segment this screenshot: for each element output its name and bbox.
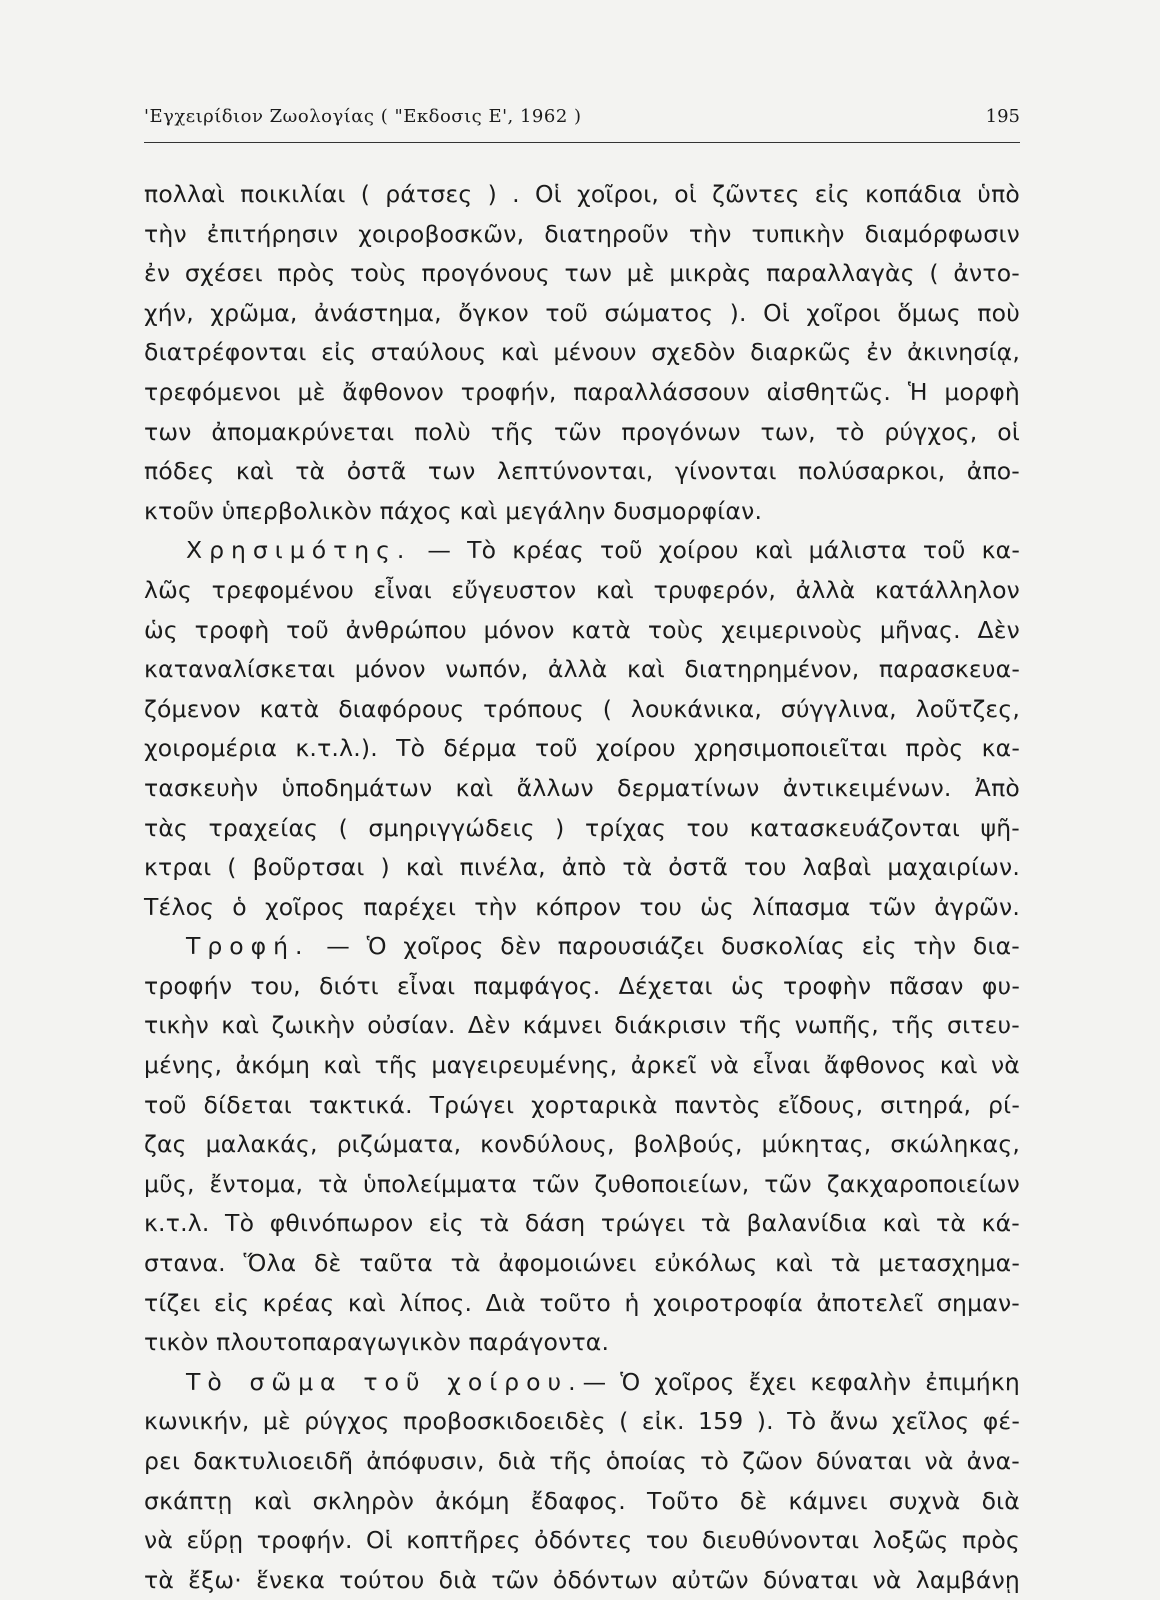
text-line: Τέλος ὁ χοῖρος παρέχει τὴν κόπρον του ὡς λίπασμα τῶν ἀγρῶν.: [144, 892, 1020, 921]
text-line: χοιρομέρια κ.τ.λ.). Τὸ δέρμα τοῦ χοίρου χρησιμοποιεῖται πρὸς κα-: [144, 734, 1020, 763]
text-line: τρεφόμενοι μὲ ἄφθονον τροφήν, παραλλάσσουν αἰσθητῶς. Ἡ μορφὴ: [144, 377, 1020, 406]
text-line: στανα. Ὅλα δὲ ταῦτα τὰ ἀφομοιώνει εὐκόλως καὶ τὰ μετασχημα-: [144, 1249, 1020, 1278]
section-heading-line: Τὸ σῶμα τοῦ χοίρου.— Ὁ χοῖρος ἔχει κεφαλὴν ἐπιμήκη: [186, 1367, 1021, 1396]
text-line: των ἀπομακρύνεται πολὺ τῆς τῶν προγόνων των, τὸ ρύγχος, οἱ: [144, 417, 1020, 446]
text-line: κτοῦν ὑπερβολικὸν πάχος καὶ μεγάλην δυσμορφίαν.: [144, 496, 763, 525]
text-line: καταναλίσκεται μόνον νωπόν, ἀλλὰ καὶ διατηρημένον, παρασκευα-: [144, 655, 1020, 684]
text-line: κ.τ.λ. Τὸ φθινόπωρον εἰς τὰ δάση τρώγει τὰ βαλανίδια καὶ τὰ κά-: [144, 1209, 1020, 1238]
text-line: τικὴν καὶ ζωικὴν οὐσίαν. Δὲν κάμνει διάκρισιν τῆς νωπῆς, τῆς σιτευ-: [144, 1011, 1020, 1040]
text-line: κωνικήν, μὲ ρύγχος προβοσκιδοειδὲς ( εἰκ. 159 ). Τὸ ἄνω χεῖλος φέ-: [144, 1407, 1020, 1436]
text-line: σκάπτῃ καὶ σκληρὸν ἀκόμη ἔδαφος. Τοῦτο δὲ κάμνει συχνὰ διὰ: [144, 1486, 1020, 1515]
text-line: διατρέφονται εἰς σταύλους καὶ μένουν σχεδὸν διαρκῶς ἐν ἀκινησίᾳ,: [144, 338, 1020, 367]
text-line: τροφήν του, διότι εἶναι παμφάγος. Δέχεται ὡς τροφὴν πᾶσαν φυ-: [144, 971, 1020, 1000]
text-line: τικὸν πλουτοπαραγωγικὸν παράγοντα.: [144, 1328, 610, 1357]
text-line: μένης, ἀκόμη καὶ τῆς μαγειρευμένης, ἀρκεῖ νὰ εἶναι ἄφθονος καὶ νὰ: [144, 1051, 1020, 1080]
text-line: ζόμενον κατὰ διαφόρους τρόπους ( λουκάνικα, σύγγλινα, λοῦτζες,: [144, 694, 1020, 723]
section-heading-usefulness: Χρησιμότης.: [186, 536, 412, 565]
header-rule: [144, 142, 1020, 143]
section-heading-body: Τὸ σῶμα τοῦ χοίρου.: [186, 1367, 583, 1396]
text-line: τασκευὴν ὑποδημάτων καὶ ἄλλων δερματίνων ἀντικειμένων. Ἀπὸ: [144, 773, 1020, 802]
text-line: μῦς, ἔντομα, τὰ ὑπολείμματα τῶν ζυθοποιείων, τῶν ζακχαροποιείων: [144, 1169, 1020, 1198]
text-line: ἐν σχέσει πρὸς τοὺς προγόνους των μὲ μικρὰς παραλλαγὰς ( ἀντο-: [144, 259, 1020, 288]
header-title: 'Εγχειρίδιον Ζωολογίας ( "Εκδοσις Ε', 1962 ): [144, 106, 582, 127]
text-line: τὰς τραχείας ( σμηριγγώδεις ) τρίχας του κατασκευάζονται ψῆ-: [144, 813, 1020, 842]
text-line: ζας μαλακάς, ριζώματα, κονδύλους, βολβούς, μύκητας, σκώληκας,: [144, 1130, 1020, 1159]
page-number: 195: [985, 106, 1020, 127]
text-line: κτραι ( βοῦρτσαι ) καὶ πινέλα, ἀπὸ τὰ ὀστᾶ του λαβαὶ μαχαιρίων.: [144, 853, 1020, 882]
section-heading-line: Τροφή. — Ὁ χοῖρος δὲν παρουσιάζει δυσκολίας εἰς τὴν δια-: [186, 932, 1020, 961]
running-header: [144, 100, 1020, 140]
text-line: τὴν ἐπιτήρησιν χοιροβοσκῶν, διατηροῦν τὴν τυπικὴν διαμόρφωσιν: [144, 219, 1020, 248]
text-line: ὡς τροφὴ τοῦ ἀνθρώπου μόνον κατὰ τοὺς χειμερινοὺς μῆνας. Δὲν: [144, 615, 1020, 644]
text-line: νὰ εὕρῃ τροφήν. Οἱ κοπτῆρες ὀδόντες του διευθύνονται λοξῶς πρὸς: [144, 1526, 1020, 1555]
text-line: λῶς τρεφομένου εἶναι εὔγευστον καὶ τρυφερόν, ἀλλὰ κατάλληλον: [144, 575, 1020, 604]
text-line: χήν, χρῶμα, ἀνάστημα, ὄγκον τοῦ σώματος ). Οἱ χοῖροι ὅμως ποὺ: [144, 298, 1020, 327]
text-line: πόδες καὶ τὰ ὀστᾶ των λεπτύνονται, γίνονται πολύσαρκοι, ἀπο-: [144, 457, 1020, 486]
text-line: τοῦ δίδεται τακτικά. Τρώγει χορταρικὰ παντὸς εἴδους, σιτηρά, ρί-: [144, 1090, 1020, 1119]
section-heading-line: Χρησιμότης. — Τὸ κρέας τοῦ χοίρου καὶ μάλιστα τοῦ κα-: [186, 536, 1020, 565]
text-line: τὰ ἔξω· ἕνεκα τούτου διὰ τῶν ὀδόντων αὐτῶν δύναται νὰ λαμβάνῃ: [144, 1565, 1020, 1594]
section-heading-food: Τροφή.: [186, 932, 310, 961]
text-line: τίζει εἰς κρέας καὶ λίπος. Διὰ τοῦτο ἡ χοιροτροφία ἀποτελεῖ σημαν-: [144, 1288, 1020, 1317]
body-text: [144, 175, 1020, 1600]
text-line: ρει δακτυλιοειδῆ ἀπόφυσιν, διὰ τῆς ὁποίας τὸ ζῶον δύναται νὰ ἀνα-: [144, 1447, 1020, 1475]
text-line: πολλαὶ ποικιλίαι ( ράτσες ) . Οἱ χοῖροι, οἱ ζῶντες εἰς κοπάδια ὑπὸ: [144, 180, 1020, 208]
